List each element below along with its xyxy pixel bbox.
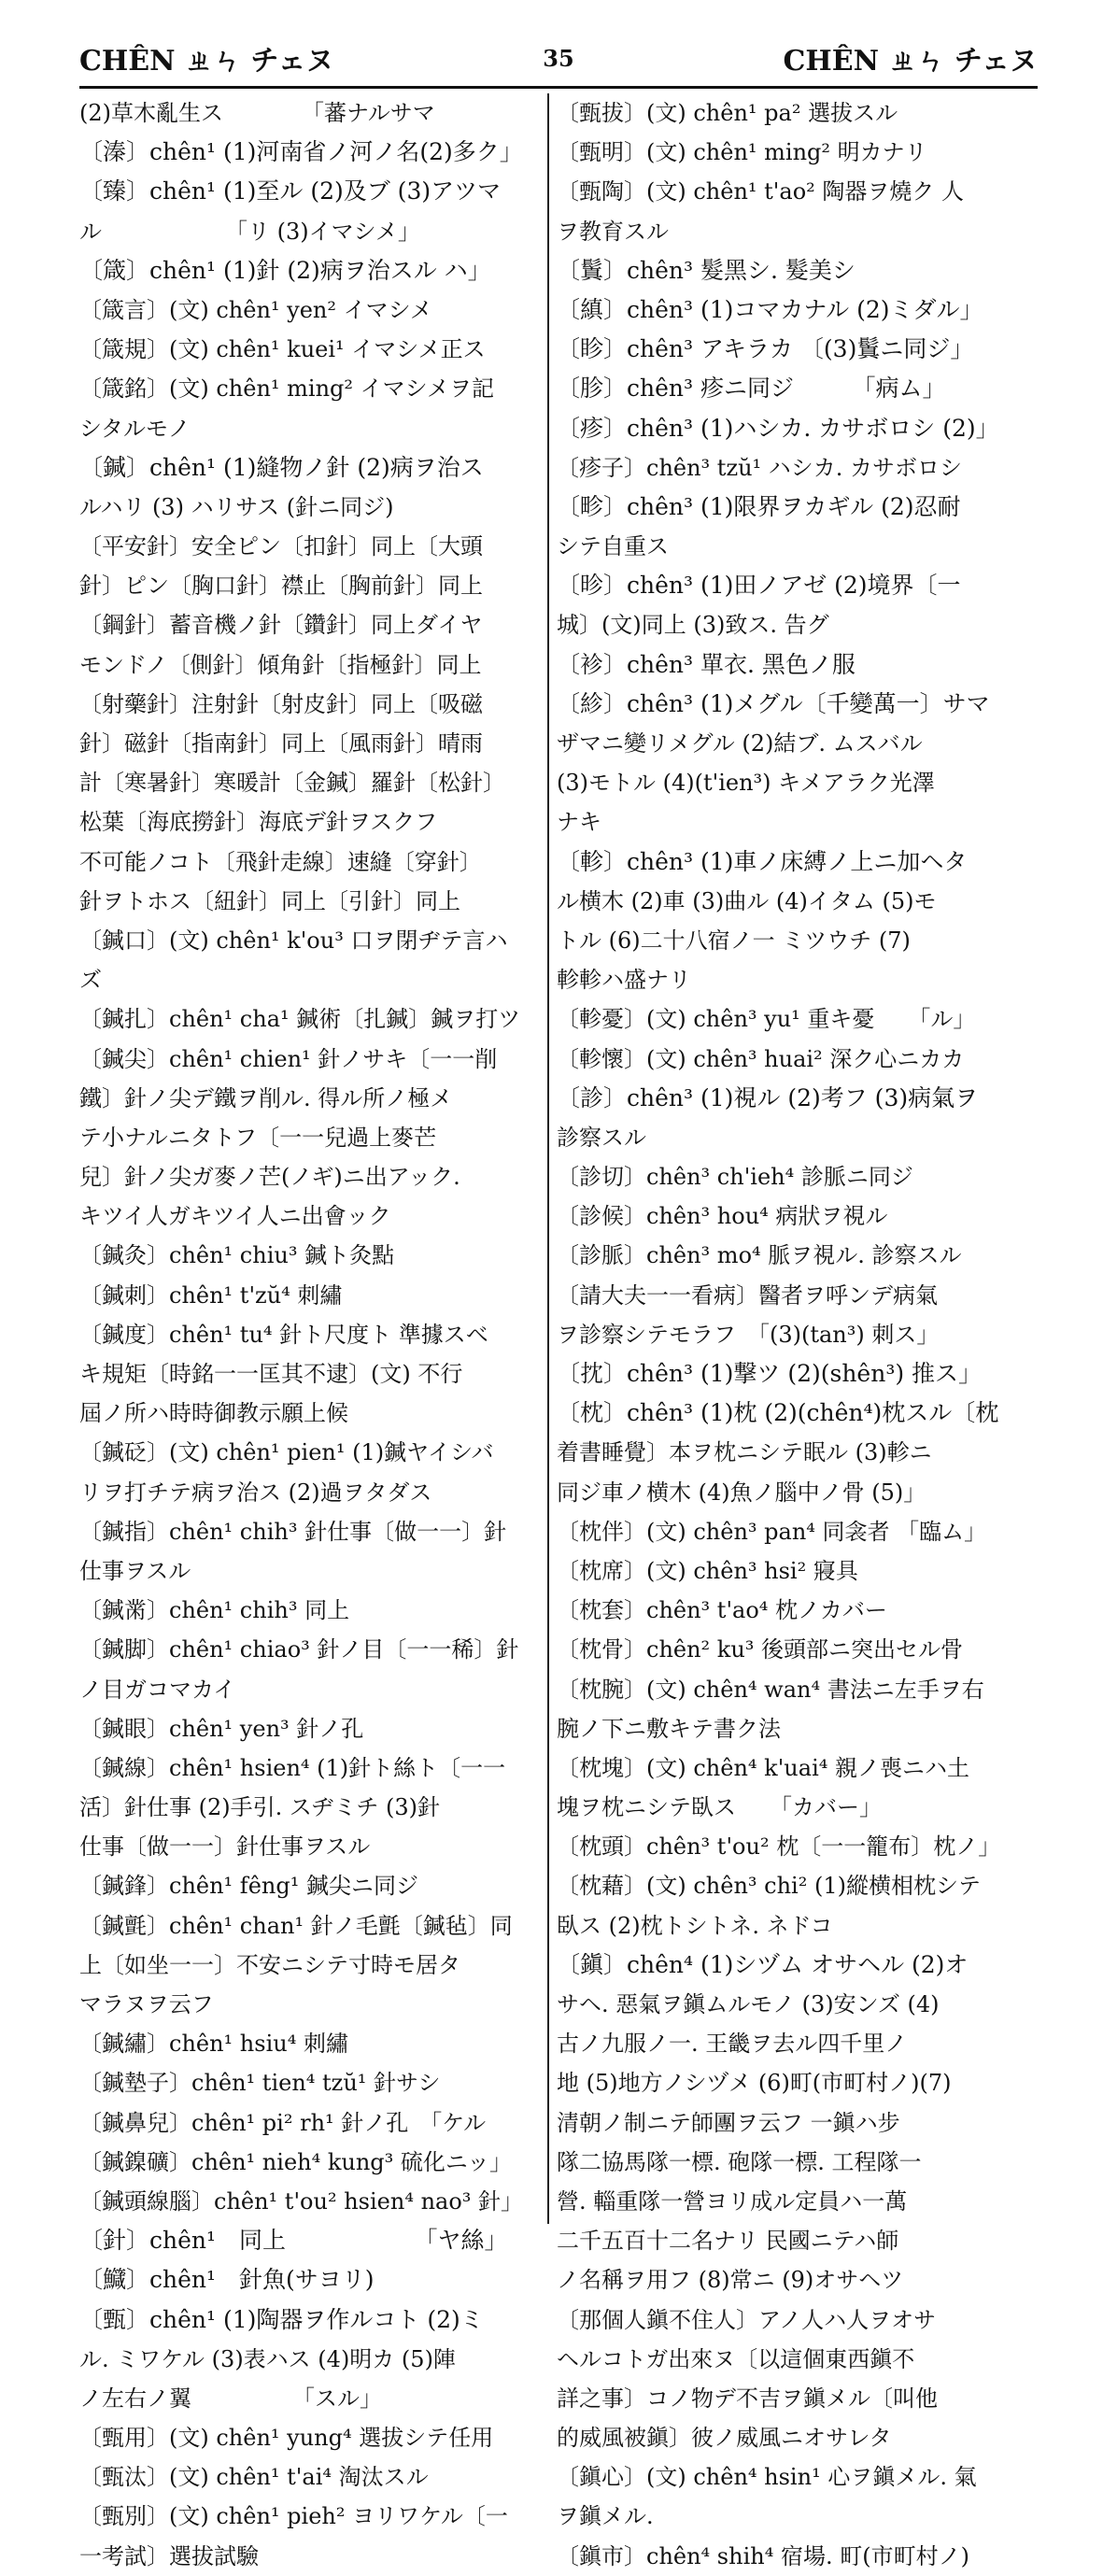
entry-line: 同ジ車ノ横木 (4)魚ノ腦中ノ骨 (5)」 [557, 1479, 926, 1506]
entry-line: 〔甄別〕(文) chên¹ pieh² ヨリワケル〔一 [79, 2503, 508, 2530]
entry-line: 〔枕伴〕(文) chên³ pan⁴ 同衾者 「臨ム」 [557, 1518, 987, 1545]
entry-line: 〔鍼黹〕chên¹ chih³ 同上 [79, 1597, 350, 1624]
entry-line: 〔軫憂〕(文) chên³ yu¹ 重キ憂 「ル」 [557, 1006, 976, 1033]
entry-line: 屆ノ所ハ時時御教示願上候 [79, 1400, 348, 1427]
entry-line: 〔鋼針〕蓄音機ノ針〔鑽針〕同上ダイヤ [79, 612, 483, 639]
entry-line: 〔枕席〕(文) chên³ hsi² 寢具 [557, 1557, 858, 1584]
entry-line: (3)モトル (4)(t'ien³) キメアラク光澤 [557, 770, 935, 797]
entry-line: 〔鍼灸〕chên¹ chiu³ 鍼ト灸點 [79, 1242, 395, 1269]
entry-line: 〔鍼眼〕chên¹ yen³ 針ノ孔 [79, 1715, 364, 1742]
entry-line: 〔甄拔〕(文) chên¹ pa² 選拔スル [557, 100, 898, 126]
entry-line: 〔鍼鎳礦〕chên¹ nieh⁴ kung³ 硫化ニッ」 [79, 2148, 512, 2175]
entry-line: 〔甄明〕(文) chên¹ ming² 明カナリ [557, 139, 927, 166]
entry-line: 〔臻〕chên¹ (1)至ル (2)及ブ (3)アツマ [79, 177, 502, 205]
entry-line: 古ノ九服ノ一. 王畿ヲ去ル四千里ノ [557, 2031, 908, 2058]
entry-line: モンドノ〔側針〕傾角針〔指極針〕同上 [79, 651, 482, 678]
entry-line: ル横木 (2)車 (3)曲ル (4)イタム (5)モ [557, 887, 937, 914]
entry-line: 〔鎭〕chên⁴ (1)シヅム オサヘル (2)オ [557, 1950, 969, 1978]
entry-line: 〔鍼氈〕chên¹ chan¹ 針ノ毛氈〔鍼毡〕同 [79, 1912, 513, 1939]
entry-line: 〔鍼頭線腦〕chên¹ t'ou² hsien⁴ nao³ 針」 [79, 2187, 524, 2215]
entry-line: 〔鱵〕chên¹ 針魚(サヨリ) [79, 2266, 375, 2294]
entry-line: シタルモノ [79, 415, 191, 442]
entry-line: 〔昣〕chên³ (1)田ノアゼ (2)境界〔一 [557, 572, 961, 600]
entry-line: マラヌヲ云フ [79, 1991, 214, 2017]
entry-line: (2)草木亂生ス 「蕃ナルサマ [79, 100, 435, 126]
entry-line: 〔枕塊〕(文) chên⁴ k'uai⁴ 親ノ喪ニハ土 [557, 1754, 969, 1781]
entry-line: 仕事ヲスル [79, 1557, 191, 1584]
entry-line: 〔鍼尖〕chên¹ chien¹ 針ノサキ〔一一削 [79, 1045, 498, 1072]
entry-line: 〔鍼繡〕chên¹ hsiu⁴ 刺繡 [79, 2031, 348, 2058]
entry-line: 活〕針仕事 (2)手引. スヂミチ (3)針 [79, 1794, 441, 1821]
entry-line: 營. 輜重隊一營ヨリ成ル定員ハ一萬 [557, 2187, 908, 2215]
entry-line: リヲ打チテ病ヲ治ス (2)過ヲタダス [79, 1479, 432, 1506]
entry-line: ノ名稱ヲ用フ (8)常ニ (9)オサヘツ [557, 2267, 904, 2294]
entry-line: 〔鍼扎〕chên¹ cha¹ 鍼術〔扎鍼〕鍼ヲ打ツ [79, 1006, 521, 1033]
entry-line: 〔鍼刺〕chên¹ t'zŭ⁴ 刺繡 [79, 1281, 343, 1309]
entry-line: 〔畛〕chên³ (1)限界ヲカギル (2)忍耐 [557, 492, 961, 520]
entry-line: キ規矩〔時銘一一匡其不逮〕(文) 不行 [79, 1361, 463, 1387]
header-rule [79, 86, 1038, 89]
entry-line: 〔箴言〕(文) chên¹ yen² イマシメ [79, 296, 432, 323]
entry-line: 〔甄〕chên¹ (1)陶器ヲ作ルコト (2)ミ [79, 2305, 484, 2333]
entry-line: 針〕磁針〔指南針〕同上〔風雨針〕晴雨 [79, 730, 483, 757]
entry-line: ヲ鎭メル. [557, 2503, 654, 2530]
entry-line: 〔疹子〕chên³ tzŭ¹ ハシカ. カサボロシ [557, 454, 963, 481]
entry-line: 隊二協馬隊一標. 砲隊一標. 工程隊一 [557, 2148, 922, 2175]
entry-line: ナキ [557, 809, 601, 836]
entry-line: 地 (5)地方ノシヅメ (6)町(市町村ノ)(7) [557, 2070, 952, 2097]
entry-line: 〔甄用〕(文) chên¹ yung⁴ 選拔シテ任用 [79, 2425, 494, 2452]
entry-line: 〔鍼〕chên¹ (1)縫物ノ針 (2)病ヲ治ス [79, 453, 484, 481]
entry-line: 〔溱〕chên¹ (1)河南省ノ河ノ名(2)多ク」 [79, 138, 523, 166]
entry-line: 仕事〔做一一〕針仕事ヲスル [79, 1833, 371, 1861]
entry-line: 臥ス (2)枕トシトネ. ネドコ [557, 1912, 833, 1939]
entry-line: 〔枕骨〕chên² ku³ 後頭部ニ突出セル骨 [557, 1636, 964, 1663]
entry-line: ザマニ變リメグル (2)結ブ. ムスバル [557, 730, 923, 757]
entry-line: 診察スル [557, 1124, 646, 1151]
entry-line: 〔診脈〕chên³ mo⁴ 脈ヲ視ル. 診察スル [557, 1242, 962, 1269]
entry-line: 〔診候〕chên³ hou⁴ 病狀ヲ視ル [557, 1203, 888, 1230]
left-column [79, 93, 546, 2569]
entry-line: 〔請大夫一一看病〕醫者ヲ呼ンデ病氣 [557, 1281, 938, 1309]
entry-line: 〔鍼指〕chên¹ chih³ 針仕事〔做一一〕針 [79, 1518, 507, 1545]
entry-line: 〔診〕chên³ (1)視ル (2)考フ (3)病氣ヲ [557, 1083, 979, 1111]
entry-line: 〔鍼脚〕chên¹ chiao³ 針ノ目〔一一稀〕針 [79, 1636, 519, 1663]
entry-line: 上〔如坐一一〕不安ニシテ寸時モ居タ [79, 1951, 460, 1978]
entry-line: 〔箴〕chên¹ (1)針 (2)病ヲ治スル ハ」 [79, 256, 491, 284]
entry-line: 〔鬒〕chên³ 髮黑シ. 髮美シ [557, 256, 856, 284]
entry-line: テ小ナルニタトフ〔一一兒過上麥芒 [79, 1124, 437, 1151]
column-divider [547, 93, 549, 2224]
entry-line: 〔那個人鎭不住人〕アノ人ハ人ヲオサ [557, 2306, 937, 2333]
header-right: CHÊN ㄓㄣ チェヌ [783, 45, 1038, 78]
entry-line: 〔枕頭〕chên³ t'ou² 枕〔一一籠布〕枕ノ」 [557, 1833, 1001, 1861]
entry-line: 〔甄汰〕(文) chên¹ t'ai⁴ 淘汰スル [79, 2464, 429, 2491]
header-left: CHÊN ㄓㄣ チェヌ [79, 45, 334, 78]
entry-line: 〔診切〕chên³ ch'ieh⁴ 診脈ニ同ジ [557, 1164, 913, 1191]
entry-line: 〔鍼鼻兒〕chên¹ pi² rh¹ 針ノ孔 「ケル [79, 2109, 487, 2136]
entry-line: 〔平安針〕安全ピン〔扣針〕同上〔大頭 [79, 533, 483, 560]
entry-line: 〔軫懷〕(文) chên³ huai² 深ク心ニカカ [557, 1045, 965, 1072]
entry-line: サヘ. 惡氣ヲ鎭ムルモノ (3)安ンズ (4) [557, 1991, 940, 2017]
entry-line: 〔枕藉〕(文) chên³ chi² (1)縱横相枕シテ [557, 1873, 981, 1900]
entry-line: 〔針〕chên¹ 同上 「ヤ絲」 [79, 2227, 508, 2255]
entry-line: 〔胗〕chên³ 疹ニ同ジ 「病ム」 [557, 375, 946, 403]
entry-line: 〔射藥針〕注射針〔射皮針〕同上〔吸磁 [79, 690, 483, 717]
entry-line: ヲ教育スル [557, 218, 669, 245]
entry-line: 腕ノ下ニ敷キテ書ク法 [557, 1715, 781, 1742]
entry-line: 一考試〕選拔試驗 [79, 2542, 259, 2569]
entry-line: 〔鍼砭〕(文) chên¹ pien¹ (1)鍼ヤイシバ [79, 1439, 494, 1466]
entry-line: 〔縝〕chên³ (1)コマカナル (2)ミダル」 [557, 295, 983, 323]
entry-line: 〔鎭心〕(文) chên⁴ hsin¹ 心ヲ鎭メル. 氣 [557, 2464, 977, 2491]
entry-line: 〔抌〕chên³ (1)撃ツ (2)(shên³) 推ス」 [557, 1360, 983, 1387]
entry-line: ズ [79, 967, 102, 994]
entry-line: 着書睡覺〕本ヲ枕ニシテ眠ル (3)軫ニ [557, 1439, 932, 1466]
entry-line: 〔眕〕chên³ アキラカ 〔(3)鬒ニ同ジ」 [557, 335, 974, 363]
entry-line: 〔軫〕chên³ (1)車ノ床縛ノ上ニ加ヘタ [557, 847, 968, 875]
entry-line: 〔鍼鋒〕chên¹ fêng¹ 鍼尖ニ同ジ [79, 1873, 418, 1900]
entry-line: 〔疹〕chên³ (1)ハシカ. カサボロシ (2)」 [557, 414, 999, 442]
entry-line: 計〔寒暑針〕寒暖計〔金鍼〕羅針〔松針〕 [79, 770, 505, 797]
entry-line: 〔鍼線〕chên¹ hsien⁴ (1)針ト絲ト〔一一 [79, 1754, 506, 1781]
entry-line: ルハリ (3) ハリサス (針ニ同ジ) [79, 493, 394, 520]
entry-line: 〔枕〕chên³ (1)枕 (2)(chên⁴)枕スル〔枕 [557, 1399, 999, 1427]
entry-line: ル 「リ (3)イマシメ」 [79, 218, 420, 245]
entry-line: 不可能ノコト〔飛針走線〕速縫〔穿針〕 [79, 848, 482, 875]
entry-line: 〔枕套〕chên³ t'ao⁴ 枕ノカバー [557, 1597, 887, 1624]
entry-line: 〔箴規〕(文) chên¹ kuei¹ イマシメ正ス [79, 336, 486, 363]
entry-line: 詳之事〕コノ物デ不吉ヲ鎭メル〔叫他 [557, 2385, 938, 2412]
entry-line: 〔袗〕chên³ 單衣. 黑色ノ服 [557, 650, 856, 678]
entry-line: 城〕(文)同上 (3)致ス. 告グ [557, 612, 829, 639]
entry-line: 兒〕針ノ尖ガ麥ノ芒(ノギ)ニ出アック. [79, 1164, 460, 1191]
entry-line: ノ目ガコマカイ [79, 1676, 236, 1703]
entry-line: 針ヲトホス〔紐針〕同上〔引針〕同上 [79, 887, 460, 914]
entry-line: 鐵〕針ノ尖デ鐵ヲ削ル. 得ル所ノ極メ [79, 1084, 453, 1111]
entry-line: 〔鍼度〕chên¹ tu⁴ 針ト尺度ト 準據スベ [79, 1321, 488, 1348]
entry-line: ル. ミワケル (3)表ハス (4)明カ (5)陣 [79, 2345, 456, 2372]
entry-line: 二千五百十二名ナリ 民國ニテハ師 [557, 2228, 899, 2255]
right-column [557, 93, 1038, 2569]
entry-line: 〔枕腕〕(文) chên⁴ wan⁴ 書法ニ左手ヲ右 [557, 1676, 984, 1703]
entry-line: 清朝ノ制ニテ師團ヲ云フ 一鎭ハ步 [557, 2109, 900, 2136]
entry-line: 〔紾〕chên³ (1)メグル〔千變萬一〕サマ [557, 689, 990, 717]
entry-line: 軫軫ハ盛ナリ [557, 967, 691, 994]
entry-line: 塊ヲ枕ニシテ臥ス 「カバー」 [557, 1794, 882, 1821]
entry-line: 〔鍼口〕(文) chên¹ k'ou³ 口ヲ閉ヂテ言ハ [79, 927, 508, 954]
entry-line: シテ自重ス [557, 533, 669, 560]
entry-line: ヘルコトガ出來ヌ〔以這個東西鎭不 [557, 2345, 915, 2372]
entry-line: トル (6)二十八宿ノ一 ミツウチ (7) [557, 927, 911, 954]
entry-line: 松葉〔海底撈針〕海底デ針ヲスクフ [79, 809, 438, 836]
entry-line: 〔甄陶〕(文) chên¹ t'ao² 陶器ヲ燒ク 人 [557, 178, 965, 205]
entry-line: 〔鍼墊子〕chên¹ tien⁴ tzŭ¹ 針サシ [79, 2070, 441, 2097]
page-header [79, 34, 1038, 82]
entry-line: 的威風被鎭〕彼ノ威風ニオサレタ [557, 2425, 892, 2452]
page-number: 35 [543, 44, 574, 72]
entry-line: 針〕ピン〔胸口針〕襟止〔胸前針〕同上 [79, 573, 483, 600]
entry-line: 〔鎭市〕chên⁴ shih⁴ 宿場. 町(市町村ノ) [557, 2542, 969, 2569]
entry-line: キツイ人ガキツイ人ニ出會ック [79, 1203, 391, 1230]
entry-line: ヲ診察シテモラフ 「(3)(tan³) 刺ス」 [557, 1321, 940, 1348]
entry-line: ノ左右ノ翼 「スル」 [79, 2385, 382, 2412]
entry-line: 〔箴銘〕(文) chên¹ ming² イマシメヲ記 [79, 375, 494, 403]
